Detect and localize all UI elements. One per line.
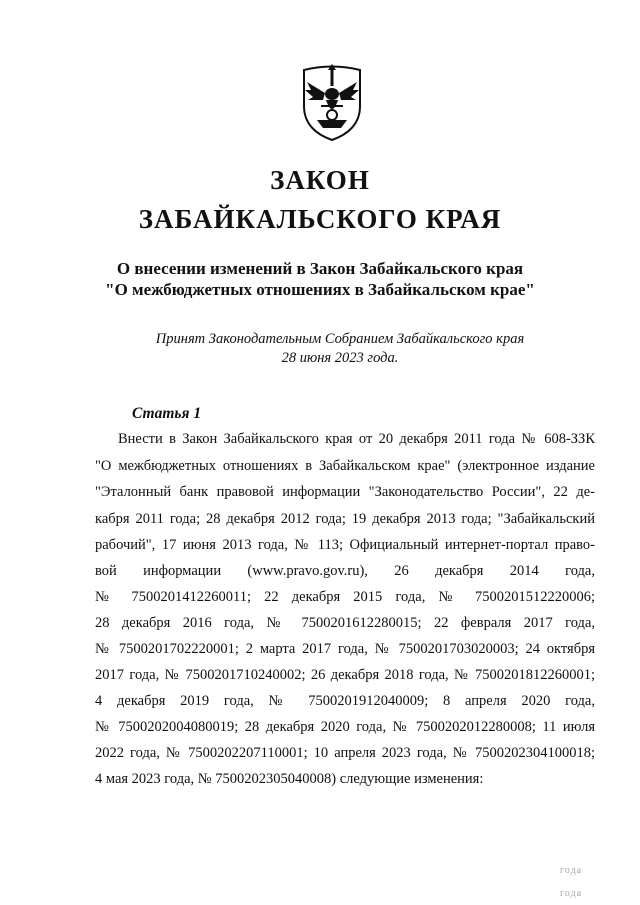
article-text-line: 28 декабря 2016 года, № 7500201612280015; 22 февраля 2017 года,	[95, 615, 595, 631]
article-text-line: № 7500201702220001; 2 марта 2017 года, № 7500201703020003; 24 октября	[95, 641, 595, 657]
law-title-line1: ЗАКОН	[270, 165, 370, 195]
article-text-line: 2022 года, № 7500202207110001; 10 апреля 2023 года, № 7500202304100018;	[95, 745, 595, 761]
article-text-line: "Эталонный банк правовой информации "Законодательство России", 22 де-	[95, 484, 595, 500]
article-text-line: рабочий", 17 июня 2013 года, № 113; Официальный интернет-портал право-	[95, 537, 595, 553]
article-text-line: № 7500202004080019; 28 декабря 2020 года, № 7500202012280008; 11 июля	[95, 719, 595, 735]
adoption-note-line1: Принят Законодательным Собранием Забайкальского края	[155, 331, 525, 347]
article-text-line: 4 декабря 2019 года, № 7500201912040009; 8 апреля 2020 года,	[95, 693, 595, 709]
law-subject-line2: "О межбюджетных отношениях в Забайкальском крае"	[105, 280, 535, 299]
article-text-line: № 7500201412260011; 22 декабря 2015 года, № 7500201512220006;	[95, 589, 595, 605]
registration-stamp-fragment: года	[560, 865, 583, 876]
article-text-line: Внести в Закон Забайкальского края от 20 декабря 2011 года № 608-ЗЗК	[118, 431, 595, 447]
coat-of-arms-icon	[301, 60, 363, 142]
law-subject-line1: О внесении изменений в Закон Забайкальского края	[116, 259, 524, 278]
article-text-line: 4 мая 2023 года, № 7500202305040008) следующие изменения:	[95, 771, 484, 787]
article-text-line: вой информации (www.pravo.gov.ru), 26 декабря 2014 года,	[95, 563, 595, 579]
article-text-line: 2017 года, № 7500201710240002; 26 декабря 2018 года, № 7500201812260001;	[95, 667, 595, 683]
article-text-line: кабря 2011 года; 28 декабря 2012 года; 19 декабря 2013 года; "Забайкальский	[95, 511, 595, 527]
article-text-line: "О межбюджетных отношениях в Забайкальском крае" (электронное издание	[95, 458, 595, 474]
law-title-line2: ЗАБАЙКАЛЬСКОГО КРАЯ	[138, 204, 502, 234]
adoption-note-line2: 28 июня 2023 года.	[281, 350, 399, 366]
article-heading: Статья 1	[132, 405, 202, 422]
registration-stamp-fragment: года	[560, 888, 583, 899]
